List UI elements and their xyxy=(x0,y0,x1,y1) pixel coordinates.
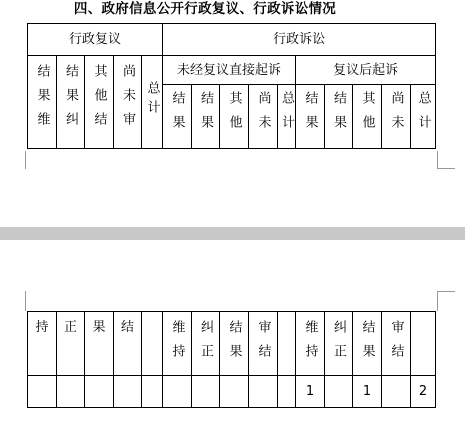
table-cell xyxy=(114,376,142,408)
after-col-1: 结果 xyxy=(296,85,325,149)
table-cell xyxy=(142,376,163,408)
page-margin-mark xyxy=(437,151,438,169)
after-col-2: 结果 xyxy=(325,85,353,149)
table-cell: 审结 xyxy=(249,312,278,376)
table-cell xyxy=(325,376,353,408)
litigation-table-top xyxy=(27,23,436,149)
table-cell: 维持 xyxy=(163,312,192,376)
table-cell xyxy=(382,376,411,408)
table-cell: 持 xyxy=(28,312,57,376)
table-cell: 审结 xyxy=(382,312,411,376)
review-col-3: 其他结 xyxy=(85,56,114,149)
table-cell xyxy=(411,312,436,376)
table-cell: 1 xyxy=(296,376,325,408)
page-margin-mark xyxy=(437,168,455,169)
table-cell xyxy=(249,376,278,408)
direct-col-2: 结果 xyxy=(192,85,220,149)
review-col-4: 尚未审 xyxy=(114,56,142,149)
page-break-gap xyxy=(0,227,465,240)
after-col-4: 尚未 xyxy=(382,85,411,149)
header-after-review: 复议后起诉 xyxy=(296,56,436,85)
table-cell: 2 xyxy=(411,376,436,408)
direct-total: 总计 xyxy=(278,85,296,149)
direct-col-4: 尚未 xyxy=(249,85,278,149)
page-margin-mark xyxy=(437,291,438,311)
litigation-table-bottom xyxy=(27,311,436,408)
after-total: 总计 xyxy=(411,85,436,149)
table-cell xyxy=(278,312,296,376)
direct-col-1: 结果 xyxy=(163,85,192,149)
page-margin-mark xyxy=(437,291,455,292)
section-title: 四、政府信息公开行政复议、行政诉讼情况 xyxy=(73,1,337,17)
after-col-3: 其他 xyxy=(353,85,382,149)
table-cell xyxy=(192,376,220,408)
table-cell xyxy=(28,376,57,408)
table-cell xyxy=(163,376,192,408)
review-col-1: 结果维 xyxy=(28,56,57,149)
table-cell: 1 xyxy=(353,376,382,408)
table-cell: 纠正 xyxy=(192,312,220,376)
table-cell: 维持 xyxy=(296,312,325,376)
table-row xyxy=(28,376,436,408)
table-cell: 果 xyxy=(85,312,114,376)
review-col-2: 结果纠 xyxy=(57,56,85,149)
table-cell xyxy=(220,376,249,408)
header-admin-litigation: 行政诉讼 xyxy=(163,24,436,56)
table-cell xyxy=(278,376,296,408)
table-cell: 正 xyxy=(57,312,85,376)
header-direct-suit: 未经复议直接起诉 xyxy=(163,56,296,85)
table-cell: 结果 xyxy=(220,312,249,376)
page-margin-mark xyxy=(25,151,26,169)
review-total: 总计 xyxy=(142,56,163,149)
table-cell: 结 xyxy=(114,312,142,376)
header-admin-review: 行政复议 xyxy=(28,24,163,56)
table-cell: 结果 xyxy=(353,312,382,376)
direct-col-3: 其他 xyxy=(220,85,249,149)
table-cell: 纠正 xyxy=(325,312,353,376)
table-cell xyxy=(85,376,114,408)
table-row xyxy=(28,312,436,376)
page-margin-mark xyxy=(25,291,26,311)
table-cell xyxy=(57,376,85,408)
table-cell xyxy=(142,312,163,376)
